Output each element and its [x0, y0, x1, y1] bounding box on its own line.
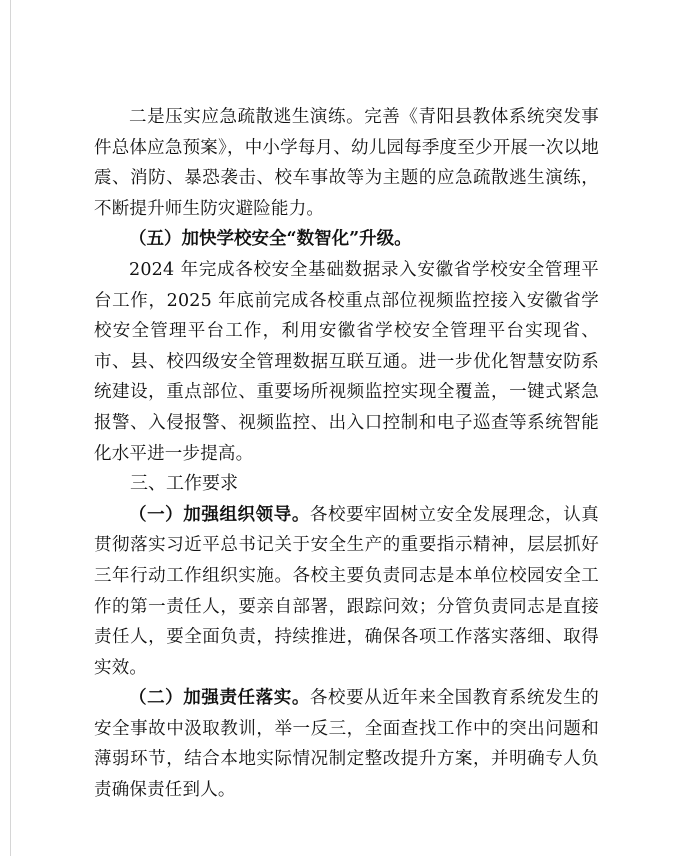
- paragraph-evacuation-drill: 二是压实应急疏散逃生演练。完善《青阳县教体系统突发事件总体应急预案》，中小学每月、幼儿园每季度至少开展一次以地震、消防、暴恐袭击、校车事故等为主题的应急疏散逃生演练，不断提升师生防灾避险能力。: [94, 107, 599, 219]
- page-edge-line: [10, 0, 11, 856]
- responsibility-text: 各校要从近年来全国教育系统发生的安全事故中汲取教训，举一反三，全面查找工作中的突出问题和薄弱环节，结合本地实际情况制定整改提升方案，并明确专人负责确保责任到人。: [94, 688, 599, 801]
- heading-work-requirements: 三、工作要求: [130, 473, 238, 495]
- organization-text: 各校要牢固树立安全发展理念，认真贯彻落实习近平总书记关于安全生产的重要指示精神，层层抓好三年行动工作组织实施。各校主要负责同志是本单位校园安全工作的第一责任人，要亲自部署，跟踪问效；分管负责同志是直接责任人，要全面负责，持续推进，确保各项工作落实落细、取得实效。: [94, 504, 599, 678]
- paragraph-platform: 2024 年完成各校安全基础数据录入安徽省学校安全管理平台工作，2025 年底前完成各校重点部位视频监控接入安徽省学校安全管理平台工作，利用安徽省学校安全管理平台实现省、市、县、校四级安全管理数据互联互通。进一步优化智慧安防系统建设，重点部位、重要场所视频监控实现全覆盖，一键式紧急报警、入侵报警、视频监控、出入口控制和电子巡查等系统智能化水平进一步提高。: [94, 259, 599, 464]
- paragraph-organization: [94, 500, 599, 684]
- paragraph-responsibility: [94, 683, 599, 805]
- subheading-responsibility: （二）加强责任落实。: [129, 688, 310, 709]
- document-body: [94, 102, 599, 806]
- subheading-organization: （一）加强组织领导。: [129, 504, 310, 525]
- heading-digital-upgrade: （五）加快学校安全“数智化”升级。: [129, 229, 412, 250]
